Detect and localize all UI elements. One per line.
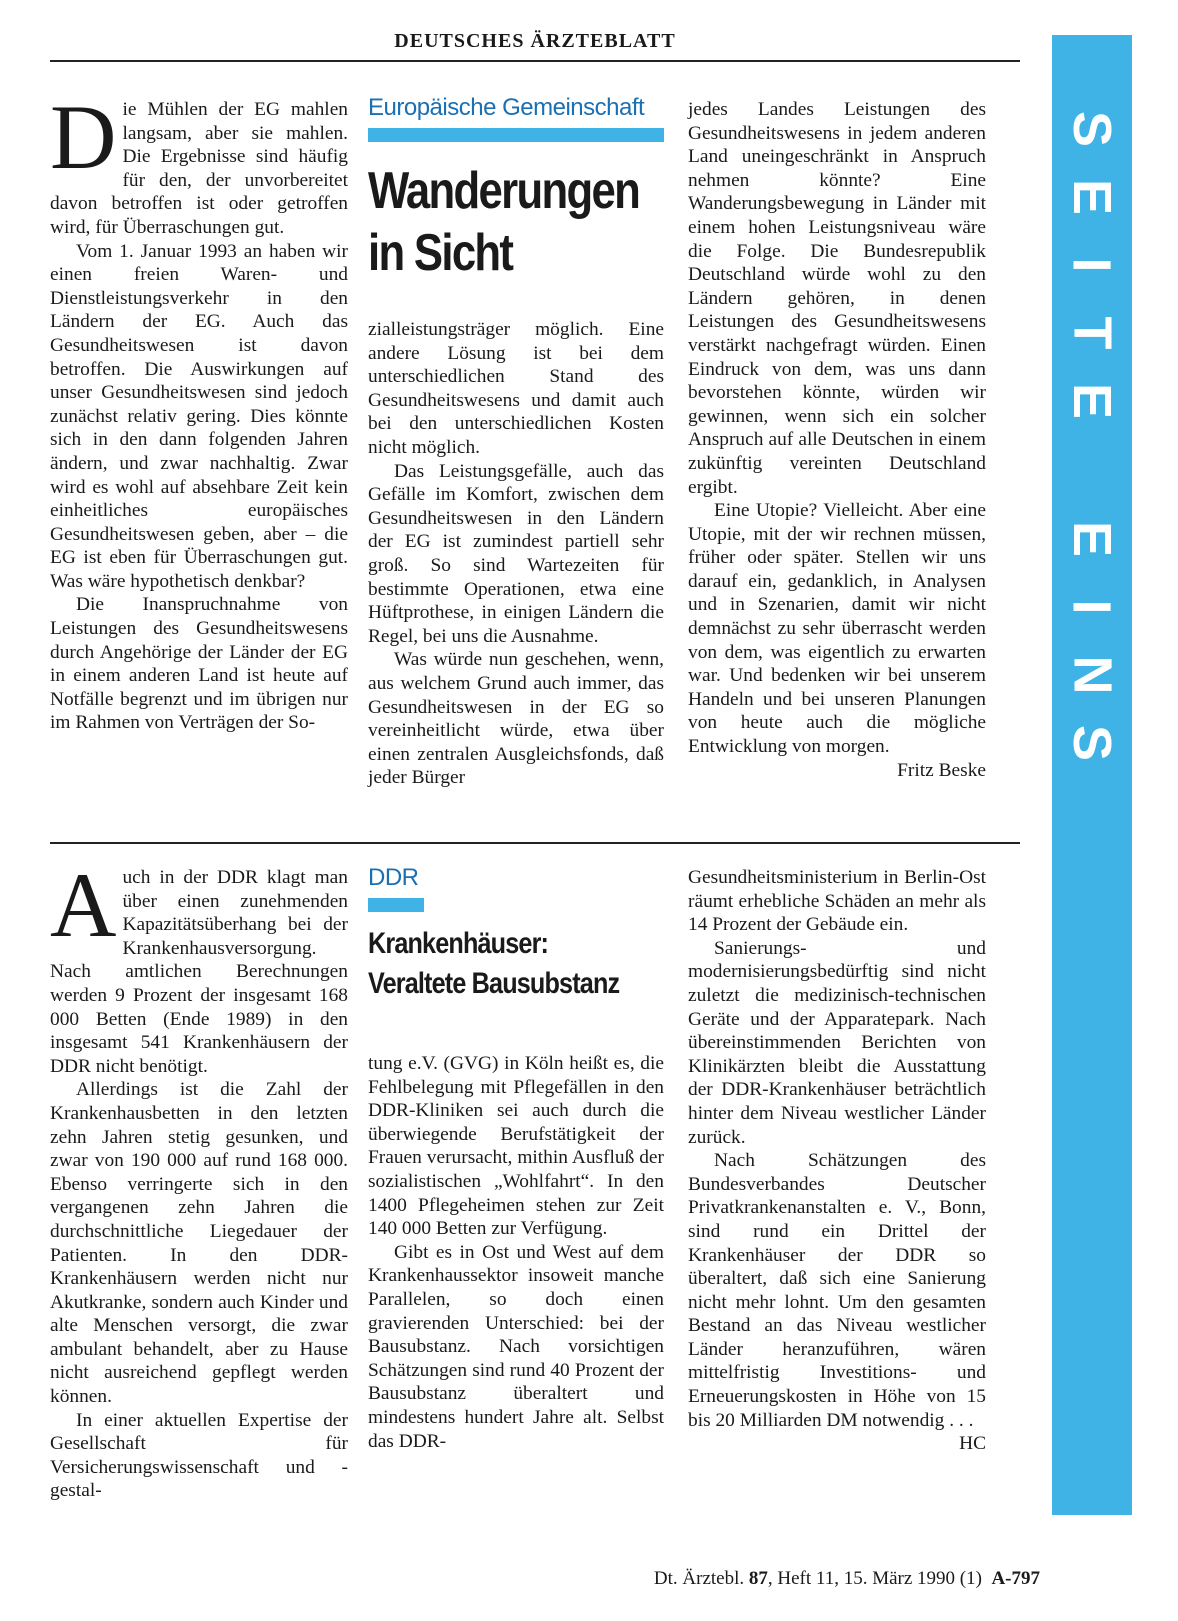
footer-page-number: A-797 [991, 1568, 1040, 1589]
article2-author: HC [959, 1433, 986, 1455]
article-divider [50, 842, 1020, 844]
sidebar-letter: T [1062, 316, 1122, 350]
article1-paragraph-1: Die Mühlen der EG mahlen langsam, aber sie mahlen. Die Ergebnisse sind häufig für den, der unvorbereitet davon betroffen ist oder getroffen wird, für Überraschungen gut. [50, 86, 348, 238]
article2-paragraph-4a: Gibt es in Ost und West auf dem Krankenhaussektor insoweit manche Parallelen, so doch einen gravierenden Unterschied: bei der Bausubstanz. Nach vorsichtigen Schätzungen sind rund 40 Prozent der Bausubstanz überaltert und mindestens hundert Jahre alt. Selbst das DDR- [368, 1241, 664, 1452]
sidebar-letter: S [1062, 724, 1122, 762]
sidebar-letter: N [1062, 655, 1122, 695]
article1-paragraph-5a: Was würde nun geschehen, wenn, aus welchem Grund auch immer, das Gesundheitswesen in der EG so vereinheitlicht würde, etwa über einen zentralen Ausgleichsfonds, daß jeder Bürger [368, 649, 664, 789]
article2-column-1 [50, 854, 348, 1503]
footer-volume: 87 [748, 1568, 768, 1589]
article1-author: Fritz Beske [897, 759, 986, 781]
footer-citation-rest: , Heft 11, 15. März 1990 (1) [767, 1568, 982, 1589]
sidebar-letter: E [1062, 178, 1122, 216]
article1-paragraph-4: Das Leistungsgefälle, auch das Gefälle im Komfort, zwischen dem Gesundheitswesen in den Ländern der EG ist zumindest partiell sehr groß. So sind Wartezeiten für bestimmte Operationen, etwa eine Hüftprothese, in einigen Ländern die Regel, bei uns die Ausnahme. [368, 460, 664, 647]
sidebar-letter: I [1061, 257, 1122, 273]
article1-dropcap: D [50, 86, 117, 188]
article2-paragraph-6: Nach Schätzungen des Bundesverbandes Deutscher Privatkrankenanstalten e. V., Bonn, sind rund ein Drittel der Krankenhäuser der DDR so überaltert, daß sich eine Sanierung nicht mehr lohnt. Um den gesamten Bestand an das Niveau westlicher Länder heranzuführen, wären mittelfristig Investitions- und Erneuerungskosten in Höhe von 15 bis 20 Milliarden DM notwendig . . . HC [688, 1150, 986, 1455]
article2-headline: Krankenhäuser: Veraltete Bausubstanz [368, 927, 620, 1000]
article2-paragraph-5: Sanierungs- und modernisierungsbedürftig sind nicht zuletzt die medizinisch-technischen Geräte und der Apparatepark. Nach übereinstimmenden Berichten von Klinikärzten bleibt die Ausstattung der DDR-Krankenhäuser beträchtlich hinter dem Niveau westlicher Länder zurück. [688, 937, 986, 1148]
article2-dropcap: A [50, 854, 117, 956]
article1-paragraph-3a: Die Inanspruchnahme von Leistungen des Gesundheitswesens durch Angehörige der Länder der EG in einem anderen Land ist heute auf Notfälle begrenzt und im übrigen nur im Rahmen von Verträgen der So- [50, 594, 348, 734]
section-sidebar [1052, 35, 1132, 1515]
article1-column-2-text [368, 318, 664, 790]
article1-paragraph-6: Eine Utopie? Vielleicht. Aber eine Utopie, mit der wir rechnen müssen, früher oder später. Stellen wir uns darauf ein, gedanklich, in Analysen und in Szenarien, damit wir nicht demnächst zu sehr überrascht werden von dem, was eigentlich zu erwarten war. Und bedenken wir bei unserem Handeln und bei unseren Planungen von heute auch die mögliche Entwicklung von morgen. Fritz Beske [688, 500, 986, 781]
masthead: DEUTSCHES ÄRZTEBLATT [50, 30, 1020, 62]
article2-paragraph-3a: In einer aktuellen Expertise der Gesellschaft für Versicherungswissenschaft und -gestal- [50, 1409, 348, 1502]
footer-citation-prefix: Dt. Ärztebl. [653, 1568, 745, 1589]
article1-column-3 [688, 98, 986, 782]
article2-column-2 [368, 864, 664, 1453]
sidebar-letter: E [1062, 520, 1122, 558]
article1-column-1 [50, 86, 348, 735]
sidebar-letters [1052, 95, 1132, 777]
article1-paragraph-3b: zialleistungsträger möglich. Eine andere Lösung ist bei dem unterschiedlichen Stand des Gesundheitswesens und damit auch bei den unterschiedlichen Kosten nicht möglich. [368, 319, 664, 458]
sidebar-letter: E [1062, 382, 1122, 420]
article1-column-2 [368, 94, 664, 790]
article1-paragraph-2: Vom 1. Januar 1993 an haben wir einen freien Waren- und Dienstleistungsverkehr in den Ländern der EG. Auch das Gesundheitswesen ist davon betroffen. Die Auswirkungen auf unser Gesundheitswesen sind jedoch zunächst relativ gering. Dies könnte sich in den dann folgenden Jahren ändern, und zwar nachhaltig. Zwar wird es wohl auf absehbare Zeit kein einheitliches europäisches Gesundheitswesen geben, aber – die EG ist eben für Überraschungen gut. Was wäre hypothetisch denkbar? [50, 240, 348, 592]
sidebar-letter: I [1061, 599, 1122, 615]
article2-rubric-bar [368, 898, 424, 912]
page-footer [590, 1568, 1040, 1590]
article2-paragraph-2: Allerdings ist die Zahl der Krankenhausbetten in den letzten zehn Jahren stetig gesunken, und zwar von 190 000 auf rund 168 000. Ebenso verringerte sich in den vergangenen zehn Jahren die durchschnittliche Liegedauer der Patienten. In den DDR-Krankenhäusern werden nicht nur Akutkranke, sondern auch Kinder und alte Menschen versorgt, die zwar ambulant behandelt, aber zu Hause nicht ausreichend gepflegt werden können. [50, 1079, 348, 1408]
sidebar-letter: S [1062, 110, 1122, 148]
article2-paragraph-1: Auch in der DDR klagt man über einen zunehmenden Kapazitätsüberhang bei der Krankenhausversorgung. Nach amtlichen Berechnungen werden 9 Prozent der insgesamt 168 000 Betten (Ende 1989) in den insgesamt 541 Krankenhäusern der DDR nicht benötigt. [50, 854, 348, 1077]
article2-paragraph-4b: Gesundheitsministerium in Berlin-Ost räumt erhebliche Schäden an mehr als 14 Prozent der Gebäude ein. [688, 867, 986, 936]
article1-paragraph-5b: jedes Landes Leistungen des Gesundheitswesens in jedem anderen Land uneingeschränkt in Anspruch nehmen könnte? Eine Wanderungsbewegung in Länder mit einem hohen Leistungsniveau wäre die Folge. Die Bundesrepublik Deutschland würde wohl zu den Ländern gehören, in denen Leistungen des Gesundheitswesens verstärkt nachgefragt würden. Einen Eindruck von dem, was uns dann bevorstehen könnte, würden wir gewinnen, wenn sich ein solcher Anspruch auf alle Deutschen in einem zukünftig vereinten Deutschland ergibt. [688, 99, 986, 498]
article1-rubric: Europäische Gemeinschaft [368, 94, 645, 121]
article2-column-2-text [368, 1052, 664, 1453]
article2-rubric: DDR [368, 864, 419, 891]
article1-rubric-bar [368, 128, 664, 142]
article2-column-3 [688, 866, 986, 1456]
article1-headline: Wanderungen in Sicht [368, 162, 640, 282]
article2-paragraph-3b: tung e.V. (GVG) in Köln heißt es, die Fehlbelegung mit Pflegefällen in den DDR-Kliniken sei auch durch die überwiegende Berufstätigkeit der Frauen verursacht, mithin Ausfluß der sozialistischen „Wohlfahrt“. In den 1400 Pflegeheimen stehen zur Zeit 140 000 Betten zur Verfügung. [368, 1053, 664, 1240]
